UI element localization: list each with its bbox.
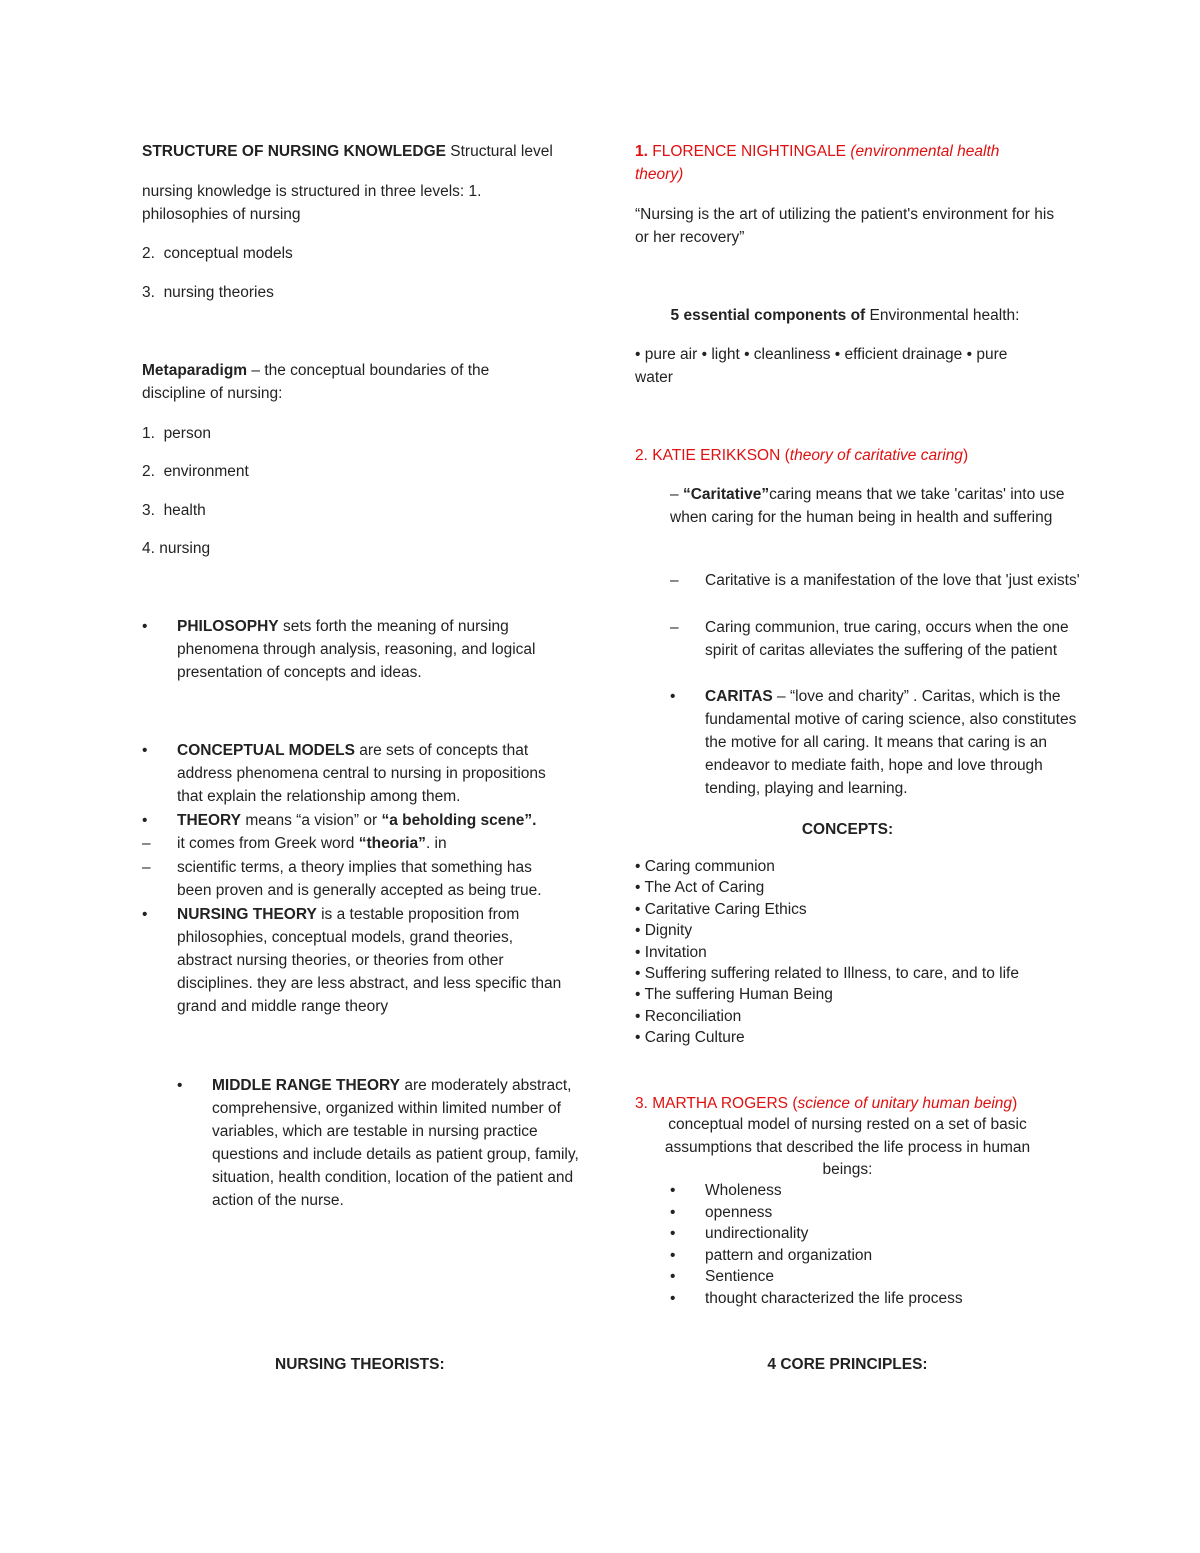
list-item: • Suffering suffering related to Illness, to care, and to life <box>635 965 1019 983</box>
bullet-icon: • <box>670 1246 676 1264</box>
intro-paragraph: nursing knowledge is structured in three levels: 1. philosophies of nursing <box>142 183 482 223</box>
caritative-dash-item: – Caritative is a manifestation of the love that 'just exists' <box>670 569 1095 592</box>
theoria-dash-item: – it comes from Greek word “theoria”. in <box>142 832 577 855</box>
bullet-icon: • <box>142 618 148 635</box>
nightingale-heading: 1. FLORENCE NIGHTINGALE (environmental health theory) <box>635 143 1000 183</box>
metaparadigm-definition: Metaparadigm – the conceptual boundaries of the discipline of nursing: <box>142 362 490 402</box>
bullet-icon: • <box>142 812 148 829</box>
bullet-icon: • <box>670 1182 676 1199</box>
rogers-description: conceptual model of nursing rested on a set of basic assumptions that described the life process in human beings: <box>664 1116 1031 1178</box>
list-item: • Dignity <box>635 922 693 940</box>
list-item: • thought characterized the life process <box>670 1288 1060 1310</box>
dash-icon: – <box>670 619 679 636</box>
rogers-assumptions-list <box>670 1180 1060 1310</box>
caritative-definition: – “Caritative”caring means that we take 'caritas' into use when caring for the human being in health and suffering <box>670 486 1065 526</box>
nursing-theory-bullet: • NURSING THEORY is a testable proposition from philosophies, conceptual models, grand theories, abstract nursing theories, or theories from other disciplines. they are less abstract, and less specific than grand and middle range theory <box>142 903 567 1018</box>
list-item: 4. nursing <box>142 540 211 557</box>
list-item: • Sentience <box>670 1266 1060 1288</box>
list-item: 2. environment <box>142 463 249 480</box>
list-item: • The suffering Human Being <box>635 986 833 1004</box>
middle-range-theory-bullet: • MIDDLE RANGE THEORY are moderately abstract, comprehensive, organized within limited number of variables, which are testable in nursing practice questions and include details as patient group, family, situation, health condition, location of the patient and action of the nurse. <box>177 1074 602 1212</box>
dash-icon: – <box>142 859 151 876</box>
bullet-icon: • <box>177 1077 183 1094</box>
list-item: • Wholeness <box>670 1180 1060 1202</box>
core-principles-heading: 4 CORE PRINCIPLES: <box>767 1356 928 1373</box>
communion-dash-item: – Caring communion, true caring, occurs when the one spirit of caritas alleviates the suffering of the patient <box>670 616 1095 662</box>
conceptual-models-bullet: • CONCEPTUAL MODELS are sets of concepts that address phenomena central to nursing in propositions that explain the relationship among them. <box>142 739 572 808</box>
concepts-heading: CONCEPTS: <box>801 821 894 838</box>
list-item: 1. person <box>142 425 211 442</box>
rogers-heading: 3. MARTHA ROGERS (science of unitary human being) <box>635 1095 1018 1112</box>
dash-icon: – <box>670 572 679 589</box>
list-item: • undirectionality <box>670 1223 1060 1245</box>
list-item: • Caring Culture <box>635 1029 745 1047</box>
list-item: 2. conceptual models <box>142 245 293 262</box>
list-item: • Invitation <box>635 943 707 961</box>
bullet-icon: • <box>670 1203 676 1221</box>
environmental-health-heading: 5 essential components of Environmental health: <box>670 307 1020 324</box>
bullet-icon: • <box>142 906 148 923</box>
list-item: • Reconciliation <box>635 1007 742 1025</box>
list-item: • The Act of Caring <box>635 879 765 897</box>
philosophy-bullet: • PHILOSOPHY sets forth the meaning of nursing phenomena through analysis, reasoning, and logical presentation of concepts and ideas. <box>142 615 562 684</box>
theory-bullet: • THEORY means “a vision” or “a beholding scene”. <box>142 809 577 832</box>
list-item: • Caritative Caring Ethics <box>635 900 807 918</box>
bullet-icon: • <box>670 1225 676 1243</box>
scientific-dash-item: – scientific terms, a theory implies that something has been proven and is generally accepted as being true. <box>142 856 562 902</box>
list-item: 3. health <box>142 502 206 519</box>
eriksson-heading: 2. KATIE ERIKKSON (theory of caritative caring) <box>635 447 969 464</box>
bullet-icon: • <box>142 742 148 759</box>
concepts-list <box>635 856 1065 1049</box>
list-item: • Caring communion <box>635 858 775 875</box>
nursing-theorists-heading: NURSING THEORISTS: <box>275 1356 445 1373</box>
list-item: • pattern and organization <box>670 1245 1060 1267</box>
nightingale-quote: “Nursing is the art of utilizing the patient's environment for his or her recovery” <box>635 206 1055 246</box>
dash-icon: – <box>142 835 151 852</box>
bullet-icon: • <box>670 688 676 705</box>
document-title: STRUCTURE OF NURSING KNOWLEDGE Structural level <box>142 143 553 160</box>
bullet-icon: • <box>670 1268 676 1286</box>
bullet-icon: • <box>670 1289 676 1307</box>
environmental-components: • pure air • light • cleanliness • efficient drainage • pure water <box>635 346 1008 386</box>
caritas-bullet: • CARITAS – “love and charity” . Caritas, which is the fundamental motive of caring science, also constitutes the motive for all caring. It means that caring is an endeavor to mediate faith, hope and love through tending, playing and learning. <box>670 685 1095 800</box>
list-item: 3. nursing theories <box>142 284 274 301</box>
list-item: • openness <box>670 1202 1060 1224</box>
